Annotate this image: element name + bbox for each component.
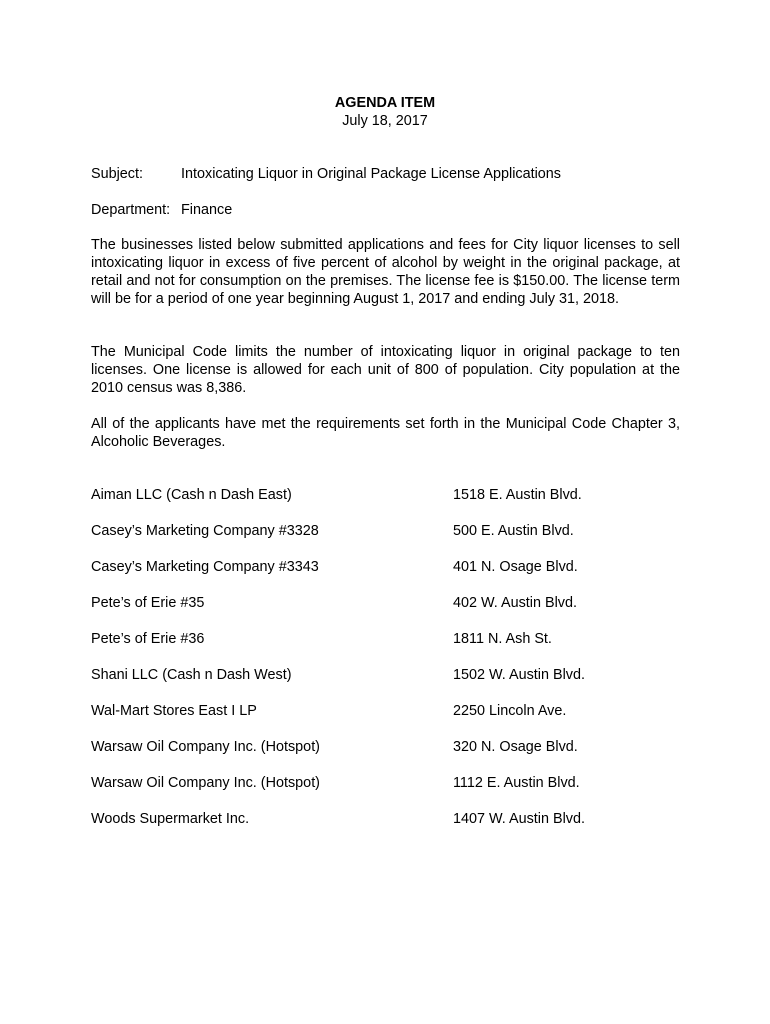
business-name: Warsaw Oil Company Inc. (Hotspot) (91, 775, 320, 791)
list-item (91, 594, 691, 630)
business-name: Casey’s Marketing Company #3343 (91, 559, 319, 575)
list-item (91, 522, 691, 558)
business-address: 1502 W. Austin Blvd. (453, 667, 585, 683)
business-name: Aiman LLC (Cash n Dash East) (91, 487, 292, 503)
business-address: 2250 Lincoln Ave. (453, 703, 567, 719)
paragraph-license-details: The businesses listed below submitted applications and fees for City liquor licenses to sell intoxicating liquor in excess of five percent of alcohol by weight in the original package, at retail and not for consumption on the premises. The license fee is $150.00. The license term will be for a period of one year beginning August 1, 2017 and ending July 31, 2018. (91, 237, 680, 307)
business-address: 1811 N. Ash St. (453, 631, 552, 647)
business-name: Wal-Mart Stores East I LP (91, 703, 257, 719)
business-name: Casey’s Marketing Company #3328 (91, 523, 319, 539)
department-label: Department: (91, 202, 171, 218)
list-item (91, 738, 691, 774)
department-value: Finance (181, 202, 233, 218)
list-item (91, 486, 691, 522)
business-name: Shani LLC (Cash n Dash West) (91, 667, 292, 683)
business-address: 1112 E. Austin Blvd. (453, 775, 580, 791)
business-list (91, 486, 691, 846)
business-address: 401 N. Osage Blvd. (453, 559, 578, 575)
business-name: Pete’s of Erie #36 (91, 631, 205, 647)
document-date: July 18, 2017 (342, 113, 428, 129)
business-name: Pete’s of Erie #35 (91, 595, 205, 611)
document-title: AGENDA ITEM (334, 95, 436, 111)
subject-label: Subject: (91, 166, 143, 182)
list-item (91, 630, 691, 666)
list-item (91, 810, 691, 846)
list-item (91, 666, 691, 702)
business-address: 320 N. Osage Blvd. (453, 739, 578, 755)
list-item (91, 774, 691, 810)
business-address: 1407 W. Austin Blvd. (453, 811, 585, 827)
paragraph-requirements-met: All of the applicants have met the requirements set forth in the Municipal Code Chapter 3, Alcoholic Beverages. (91, 416, 680, 450)
subject-value: Intoxicating Liquor in Original Package License Applications (181, 166, 561, 182)
list-item (91, 558, 691, 594)
paragraph-municipal-code-limit: The Municipal Code limits the number of intoxicating liquor in original package to ten licenses. One license is allowed for each unit of 800 of population. City population at the 2010 census was 8,386. (91, 344, 680, 396)
business-address: 1518 E. Austin Blvd. (453, 487, 582, 503)
business-address: 500 E. Austin Blvd. (453, 523, 574, 539)
list-item (91, 702, 691, 738)
business-name: Warsaw Oil Company Inc. (Hotspot) (91, 739, 320, 755)
business-address: 402 W. Austin Blvd. (453, 595, 577, 611)
business-name: Woods Supermarket Inc. (91, 811, 250, 827)
